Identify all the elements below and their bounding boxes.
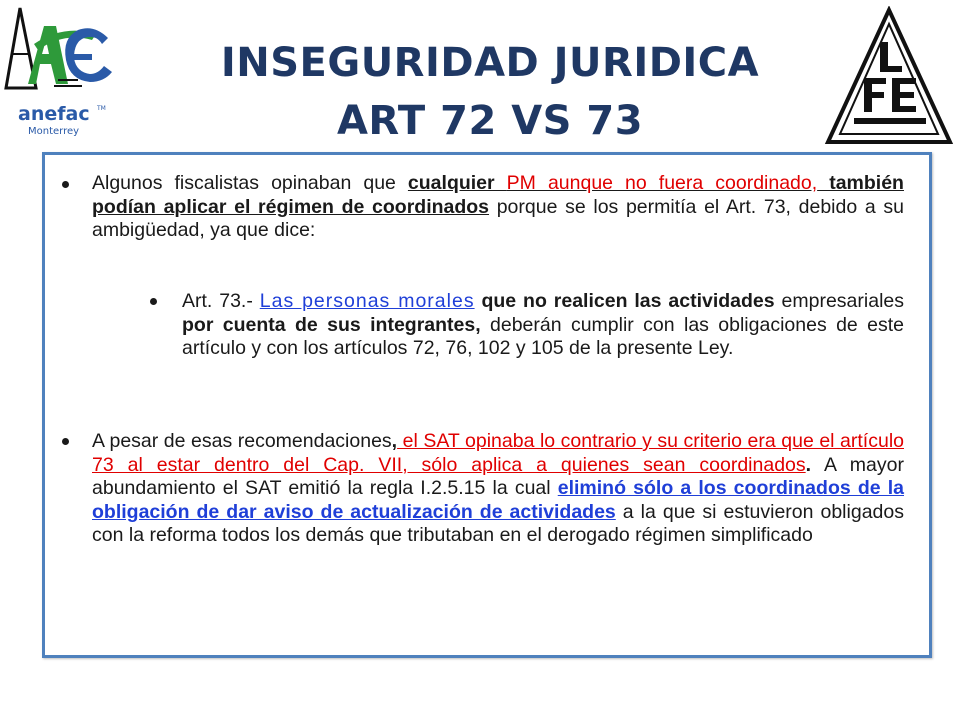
anefac-logo (4, 4, 122, 138)
anefac-logo-graphic (4, 4, 122, 138)
b2-text-6: deberán cumplir con las obligaciones de este artículo y con los artículos 72, 76, 102 y 105 de la presente Ley. (182, 313, 904, 359)
anefac-text: anefac (18, 103, 90, 125)
bullet-dot-3 (62, 438, 69, 445)
bullet-dot-1 (62, 181, 69, 188)
b3-text-7: a la que si estuvieron obligados con la reforma todos los demás que tributaban en el derogado régimen simplificado (92, 500, 904, 546)
bullet-paragraph-1 (92, 172, 904, 243)
bullet-paragraph-2 (182, 290, 904, 361)
b2-text-1: Art. 73.- (182, 290, 260, 312)
b3-text-3: el SAT opinaba lo contrario y su criterio era que el artículo 73 al estar dentro del Cap. VII, sólo aplica a quienes sean coordinados (92, 430, 904, 476)
b3-text-2: , (391, 430, 398, 452)
b2-text-2: Las personas morales (259, 290, 475, 312)
slide-title (150, 34, 830, 150)
b2-text-5: por cuenta de sus integrantes, (182, 313, 481, 336)
b3-text-4: . (805, 453, 812, 476)
lfe-pyramid-graphic (824, 6, 954, 146)
b3-text-1: A pesar de esas recomendaciones (92, 430, 392, 452)
b2-text-4: empresariales (774, 290, 904, 312)
b3-text-6: eliminó sólo a los coordinados de la obligación de dar aviso de actualización de actividades (92, 477, 904, 523)
b2-text-3: que no realicen las actividades (474, 290, 775, 312)
title-line-2: ART 72 VS 73 (336, 98, 644, 144)
b1-text-2: cualquier (407, 172, 507, 194)
bullet-dot-2 (150, 298, 157, 305)
bullet-paragraph-3 (92, 430, 904, 548)
title-line-1: INSEGURIDAD JURIDICA (220, 40, 760, 86)
b3-text-5: A mayor abundamiento el SAT emitió la regla I.2.5.15 la cual (92, 453, 904, 499)
lfe-pyramid-logo (824, 6, 954, 146)
b1-text-1: Algunos fiscalistas opinaban que (92, 172, 408, 194)
anefac-city: Monterrey (28, 126, 80, 137)
anefac-tm: TM (97, 105, 106, 112)
b1-text-4: también podían aplicar el régimen de coordinados (92, 172, 904, 218)
b1-text-5: porque se los permitía el Art. 73, debido a su ambigüedad, ya que dice: (92, 195, 904, 241)
b1-text-3: PM aunque no fuera coordinado, (506, 172, 818, 194)
